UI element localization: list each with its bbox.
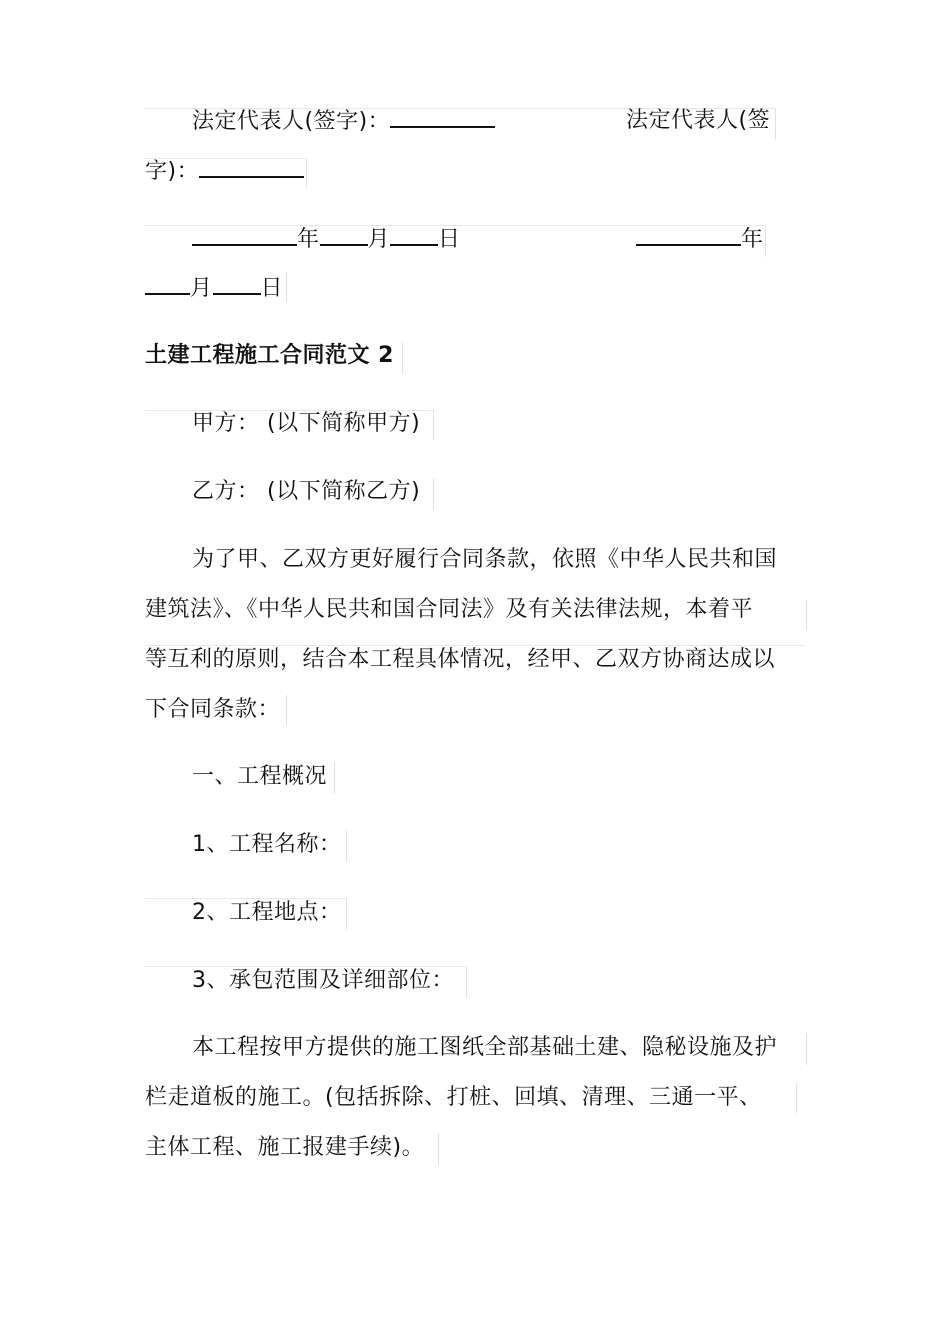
guide-line — [306, 158, 307, 188]
month-blank — [320, 224, 368, 246]
left-date-line — [192, 224, 461, 255]
guide-line — [806, 1033, 807, 1065]
intro-line-1: 为了甲、乙双方更好履行合同条款，依照《中华人民共和国 — [192, 547, 778, 572]
guide-line — [402, 342, 403, 374]
day-label: 日 — [438, 227, 461, 252]
guide-line — [806, 600, 807, 630]
month-blank — [145, 273, 190, 295]
signature-line-continued — [145, 156, 304, 187]
right-date-line-continued — [145, 273, 283, 304]
year-label: 年 — [297, 227, 320, 252]
signature-blank — [390, 106, 495, 128]
year-label: 年 — [741, 227, 764, 252]
guide-line — [796, 1083, 797, 1113]
guide-line — [334, 762, 335, 794]
guide-line — [346, 898, 347, 930]
left-signature-label: 法定代表人(签字)： — [192, 109, 391, 134]
intro-line-3: 等互利的原则，结合本工程具体情况，经甲、乙双方协商达成以 — [145, 647, 776, 672]
signature-line — [192, 106, 495, 137]
right-date-line — [636, 224, 764, 255]
day-label: 日 — [260, 276, 284, 301]
intro-line-2: 建筑法》、《中华人民共和国合同法》及有关法律法规，本着平 — [145, 597, 754, 622]
guide-line — [775, 108, 776, 140]
right-signature-label-cont: 字)： — [145, 159, 200, 184]
party-b-line: 乙方： (以下简称乙方) — [192, 479, 421, 504]
right-signature-label: 法定代表人(签 — [626, 108, 771, 133]
clause-item-project-location: 2、工程地点： — [192, 900, 342, 925]
party-a-line: 甲方： (以下简称甲方) — [192, 411, 421, 436]
guide-line — [433, 410, 434, 440]
guide-line — [286, 695, 287, 725]
guide-line — [438, 1133, 439, 1165]
section-title: 土建工程施工合同范文 2 — [145, 343, 394, 368]
clause-heading: 一、工程概况 — [192, 764, 328, 789]
month-label: 月 — [367, 227, 391, 252]
clause-item-project-name: 1、工程名称： — [192, 832, 342, 857]
year-blank — [636, 224, 741, 246]
month-label: 月 — [190, 276, 213, 301]
scope-line-2: 栏走道板的施工。(包括拆除、打桩、回填、清理、三通一平、 — [145, 1085, 762, 1110]
clause-item-scope: 3、承包范围及详细部位： — [192, 968, 454, 993]
day-blank — [213, 273, 261, 295]
signature-blank — [199, 156, 304, 178]
day-blank — [390, 224, 438, 246]
guide-line — [346, 830, 347, 862]
year-blank — [192, 224, 297, 246]
intro-line-4: 下合同条款： — [145, 697, 281, 722]
guide-line — [286, 272, 287, 302]
scope-line-1: 本工程按甲方提供的施工图纸全部基础土建、隐秘设施及护 — [192, 1035, 778, 1060]
guide-line — [433, 478, 434, 510]
guide-line — [466, 966, 467, 998]
guide-line — [765, 225, 766, 257]
scope-line-3: 主体工程、施工报建手续)。 — [145, 1135, 425, 1160]
